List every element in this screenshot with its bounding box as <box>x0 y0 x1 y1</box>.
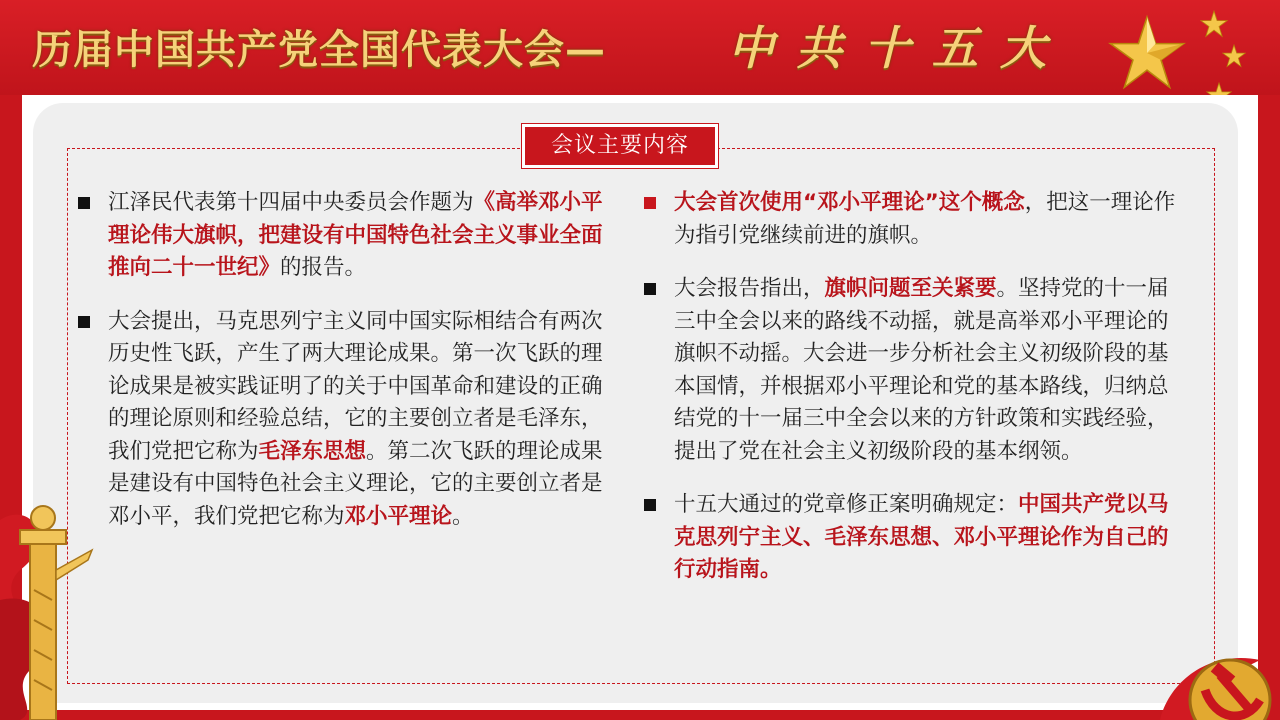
list-item <box>644 489 1184 587</box>
party-emblem-icon <box>1150 640 1280 720</box>
list-item-text <box>674 190 1175 248</box>
list-item-text <box>108 309 603 529</box>
bullet-square-icon <box>78 316 90 328</box>
bullet-square-icon <box>644 197 656 209</box>
list-item <box>78 187 618 285</box>
highlight-text: 毛泽东思想 <box>258 438 367 464</box>
bullet-square-icon <box>644 283 656 295</box>
body-text: 。第二次飞跃的理论成果是建设有中国特色社会主义理论，它的主要创立者是邓小平，我们党把它称为 <box>108 438 603 529</box>
body-text: ，把这一理论作为指引党继续前进的旗帜。 <box>674 190 1176 248</box>
highlight-text: 大会首次使用“邓小平理论”这个概念 <box>674 190 1025 215</box>
body-text: 大会报告指出， <box>674 276 825 301</box>
list-item-text <box>674 276 1169 464</box>
list-item <box>644 187 1184 252</box>
highlight-text: 《高举邓小平理论伟大旗帜，把建设有中国特色社会主义事业全面推向二十一世纪》 <box>108 190 603 280</box>
page-title: 历届中国共产党全国代表大会— <box>32 26 606 73</box>
list-item <box>644 273 1184 468</box>
list-item <box>78 306 618 534</box>
section-badge: 会议主要内容 <box>522 124 718 168</box>
body-text: 的报告。 <box>280 255 367 280</box>
list-item-text <box>674 492 1169 582</box>
star-icon <box>1108 14 1186 92</box>
body-text: 。 <box>452 503 474 529</box>
body-text: 十五大通过的党章修正案明确规定： <box>674 492 1019 517</box>
star-icon <box>1200 10 1228 38</box>
highlight-text: 邓小平理论 <box>344 503 453 529</box>
list-item-text <box>108 190 603 280</box>
bullet-square-icon <box>644 499 656 511</box>
highlight-text: 中国共产党以马克思列宁主义、毛泽东思想、邓小平理论作为自己的行动指南。 <box>674 492 1169 582</box>
star-icon <box>1222 44 1246 68</box>
bullet-square-icon <box>78 197 90 209</box>
right-column <box>644 187 1184 608</box>
left-column <box>78 187 618 554</box>
body-text: 大会提出，马克思列宁主义同中国实际相结合有两次历史性飞跃，产生了两大理论成果。第一次飞跃的理论成果是被实践证明了的关于中国革命和建设的正确的理论原则和经验总结，它的主要创立者是毛泽东，我们党把它称为 <box>108 308 603 464</box>
body-text: 江泽民代表第十四届中央委员会作题为 <box>108 190 474 215</box>
page-subtitle: 中共十五大 <box>728 21 1068 75</box>
highlight-text: 旗帜问题至关紧要 <box>824 276 997 301</box>
huabiao-pillar-icon <box>0 480 100 720</box>
body-text: 。坚持党的十一届三中全会以来的路线不动摇，就是高举邓小平理论的旗帜不动摇。大会进一步分析社会主义初级阶段的基本国情，并根据邓小平理论和党的基本路线，归纳总结党的十一届三中全会以来的方针政策和实践经验，提出了党在社会主义初级阶段的基本纲领。 <box>674 276 1169 464</box>
